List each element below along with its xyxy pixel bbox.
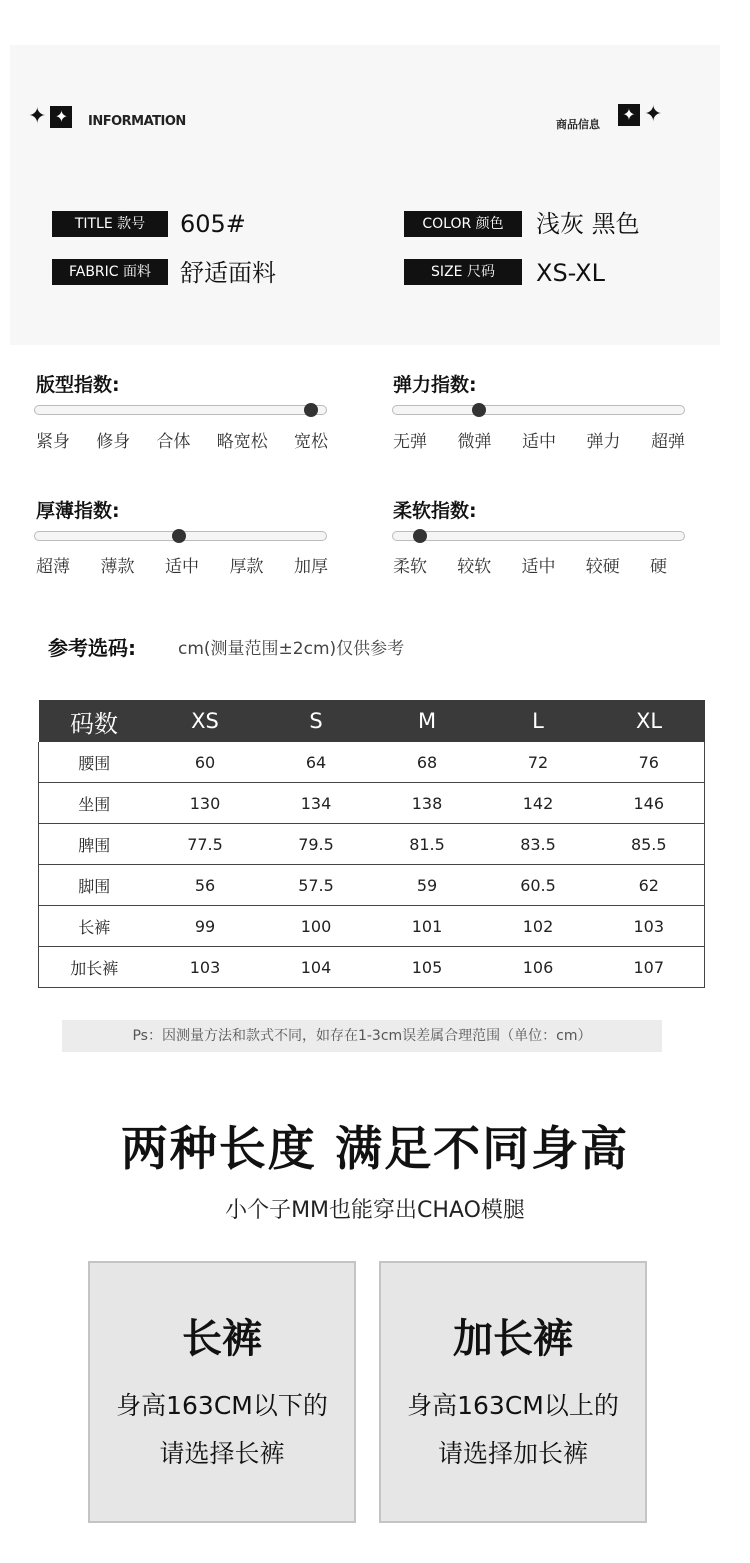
measurement-tolerance-note: Ps：因测量方法和款式不同，如存在1-3cm误差属合理范围（单位：cm） xyxy=(62,1020,662,1052)
softness-index-title: 柔软指数: xyxy=(393,500,477,522)
table-cell: 62 xyxy=(594,865,705,906)
header-left-decoration xyxy=(28,106,72,128)
four-point-star-icon: ✦ xyxy=(618,104,640,126)
thickness-option: 加厚 xyxy=(294,557,328,577)
table-cell: 81.5 xyxy=(372,824,483,865)
thickness-index-knob xyxy=(172,529,186,543)
thickness-index-options xyxy=(36,552,328,577)
fit-option: 宽松 xyxy=(294,432,328,452)
fit-option: 略宽松 xyxy=(216,432,268,452)
table-cell: 56 xyxy=(150,865,261,906)
table-cell: 105 xyxy=(372,947,483,988)
table-cell: 79.5 xyxy=(261,824,372,865)
elastic-option: 无弹 xyxy=(393,432,427,452)
table-cell: 103 xyxy=(150,947,261,988)
header-right-decoration xyxy=(618,104,662,126)
table-row xyxy=(39,742,705,783)
table-cell: 85.5 xyxy=(594,824,705,865)
table-cell: 99 xyxy=(150,906,261,947)
card-title: 长裤 xyxy=(182,1316,262,1362)
table-cell: 101 xyxy=(372,906,483,947)
table-cell: 68 xyxy=(372,742,483,783)
table-cell: 76 xyxy=(594,742,705,783)
fit-option: 紧身 xyxy=(36,432,70,452)
fit-index-options xyxy=(36,427,328,452)
table-row xyxy=(39,906,705,947)
fit-option: 合体 xyxy=(156,432,191,452)
product-info-card xyxy=(10,45,720,345)
title-value: 605# xyxy=(180,210,246,238)
size-tag: SIZE 尺码 xyxy=(404,259,522,285)
card-title: 加长裤 xyxy=(453,1316,573,1362)
product-info-label: 商品信息 xyxy=(556,118,600,131)
thickness-index-title: 厚薄指数: xyxy=(36,500,120,522)
elastic-option: 弹力 xyxy=(586,432,621,452)
four-point-star-icon: ✦ xyxy=(644,102,663,127)
thickness-option: 适中 xyxy=(165,557,199,577)
elastic-option: 超弹 xyxy=(651,432,685,452)
elastic-index-track xyxy=(392,405,685,415)
fit-index-track xyxy=(34,405,327,415)
elastic-option: 适中 xyxy=(522,432,556,452)
table-cell: 106 xyxy=(483,947,594,988)
fit-option: 修身 xyxy=(96,432,131,452)
table-cell: 138 xyxy=(372,783,483,824)
size-header-cell: L xyxy=(483,700,594,742)
regular-length-card xyxy=(88,1261,356,1523)
table-cell: 130 xyxy=(150,783,261,824)
thickness-option: 超薄 xyxy=(36,557,70,577)
size-header-cell: M xyxy=(372,700,483,742)
thickness-option: 厚款 xyxy=(229,557,264,577)
measure-label: 脾围 xyxy=(39,824,150,865)
table-cell: 77.5 xyxy=(150,824,261,865)
table-cell: 134 xyxy=(261,783,372,824)
elastic-index-options xyxy=(393,427,685,452)
measure-label: 脚围 xyxy=(39,865,150,906)
table-cell: 103 xyxy=(594,906,705,947)
fabric-value: 舒适面料 xyxy=(180,259,276,287)
elastic-index-knob xyxy=(472,403,486,417)
table-cell: 60 xyxy=(150,742,261,783)
promo-headline: 两种长度 满足不同身高 xyxy=(120,1122,630,1177)
size-value: XS-XL xyxy=(536,259,605,287)
size-header-cell: XS xyxy=(150,700,261,742)
table-row xyxy=(39,947,705,988)
thickness-option: 薄款 xyxy=(100,557,135,577)
measure-label: 坐围 xyxy=(39,783,150,824)
four-point-star-icon: ✦ xyxy=(28,104,47,129)
size-table-header-row xyxy=(39,700,705,742)
table-cell: 60.5 xyxy=(483,865,594,906)
color-value: 浅灰 黑色 xyxy=(536,210,640,238)
measure-label: 加长裤 xyxy=(39,947,150,988)
table-row xyxy=(39,824,705,865)
information-label: INFORMATION xyxy=(88,114,186,129)
table-cell: 72 xyxy=(483,742,594,783)
softness-option: 较硬 xyxy=(585,557,620,577)
softness-option: 柔软 xyxy=(393,557,427,577)
table-cell: 64 xyxy=(261,742,372,783)
table-row xyxy=(39,783,705,824)
elastic-option: 微弹 xyxy=(457,432,492,452)
extended-length-card xyxy=(379,1261,647,1523)
promo-subline: 小个子MM也能穿出CHAO模腿 xyxy=(225,1198,525,1223)
card-line: 请选择加长裤 xyxy=(437,1439,588,1468)
size-table xyxy=(38,700,705,988)
color-tag: COLOR 颜色 xyxy=(404,211,522,237)
fabric-tag: FABRIC 面料 xyxy=(52,259,168,285)
reference-note: cm(测量范围±2cm)仅供参考 xyxy=(178,639,405,659)
measure-label: 腰围 xyxy=(39,742,150,783)
four-point-star-icon: ✦ xyxy=(50,106,72,128)
size-header-cell: 码数 xyxy=(39,700,150,742)
table-cell: 59 xyxy=(372,865,483,906)
table-cell: 83.5 xyxy=(483,824,594,865)
table-cell: 146 xyxy=(594,783,705,824)
elastic-index-title: 弹力指数: xyxy=(393,374,477,396)
softness-option: 硬 xyxy=(650,557,667,577)
table-cell: 107 xyxy=(594,947,705,988)
softness-option: 适中 xyxy=(521,557,556,577)
table-cell: 142 xyxy=(483,783,594,824)
card-line: 身高163CM以上的 xyxy=(407,1391,619,1420)
table-cell: 102 xyxy=(483,906,594,947)
table-cell: 100 xyxy=(261,906,372,947)
table-row xyxy=(39,865,705,906)
size-header-cell: XL xyxy=(594,700,705,742)
table-cell: 104 xyxy=(261,947,372,988)
softness-index-track xyxy=(392,531,685,541)
card-line: 身高163CM以下的 xyxy=(116,1391,328,1420)
fit-index-knob xyxy=(304,403,318,417)
fit-index-title: 版型指数: xyxy=(36,374,120,396)
reference-title: 参考选码: xyxy=(48,636,136,660)
card-line: 请选择长裤 xyxy=(159,1439,285,1468)
softness-option: 较软 xyxy=(457,557,492,577)
softness-index-options xyxy=(393,552,667,577)
title-tag: TITLE 款号 xyxy=(52,211,168,237)
measure-label: 长裤 xyxy=(39,906,150,947)
table-cell: 57.5 xyxy=(261,865,372,906)
size-header-cell: S xyxy=(261,700,372,742)
